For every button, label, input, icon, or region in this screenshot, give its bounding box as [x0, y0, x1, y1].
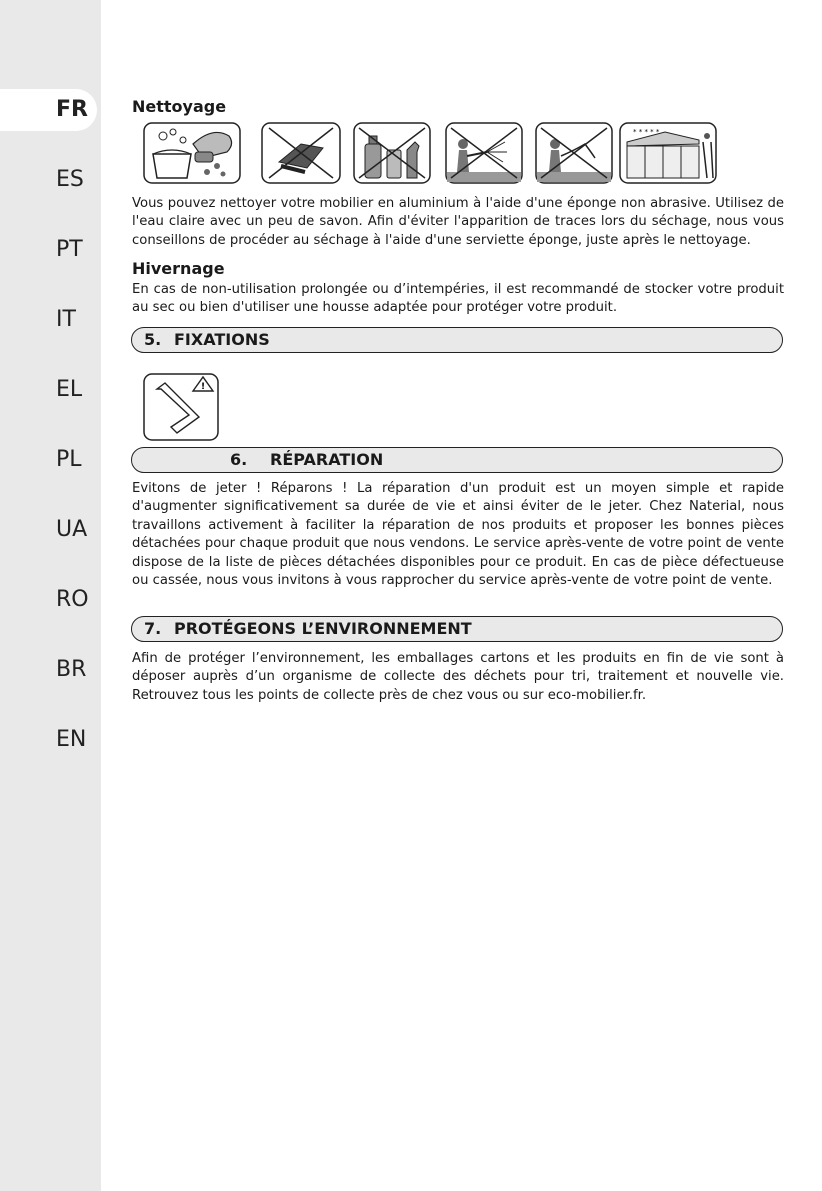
- section-6-title: RÉPARATION: [270, 450, 384, 469]
- no-garden-hose-icon: [535, 122, 613, 184]
- section-5-number: 5.: [144, 330, 162, 349]
- cleaning-title: Nettoyage: [132, 97, 227, 116]
- svg-text:!: !: [201, 382, 206, 392]
- svg-text:* * * * *: * * * * *: [633, 128, 660, 136]
- winter-text: En cas de non-utilisation prolongée ou d’intempéries, il est recommandé de stocker votre produit au sec ou bien d'utiliser une housse adaptée pour protéger votre produit.: [132, 282, 784, 316]
- environment-text: Afin de protéger l’environnement, les emballages cartons et les produits en fin de vie sont à déposer auprès d’un organisme de collecte des déchets pour tri, traitement et nouvelle vie. Retrouvez tous les points de collecte près de chez vous ou sur eco-mobilier.fr.: [132, 651, 784, 703]
- no-chemical-products-icon: [353, 122, 431, 184]
- cleaning-section: [132, 97, 784, 116]
- cleaning-icons: [143, 122, 723, 186]
- winter-section: [132, 259, 784, 318]
- washing-sponge-icon: [143, 122, 241, 184]
- lang-tab-fr[interactable]: FR: [0, 89, 97, 131]
- winter-title: Hivernage: [132, 259, 225, 278]
- section-5-title: FIXATIONS: [174, 330, 270, 349]
- no-abrasive-pad-icon: [261, 122, 341, 184]
- lang-tab-br[interactable]: BR: [56, 657, 87, 682]
- section-7-number: 7.: [144, 619, 162, 638]
- hex-key-warning-icon: [143, 373, 219, 441]
- language-sidebar: [0, 0, 101, 1191]
- gazebo-ladder-icon: [619, 122, 717, 184]
- cleaning-text: Vous pouvez nettoyer votre mobilier en aluminium à l'aide d'une éponge non abrasive. Utilisez de l'eau claire avec un peu de savon. Afin d'éviter l'apparition de traces lors du séchage, nous vous conseillons de procéder au séchage à l'aide d'une serviette éponge, juste après le nettoyage.: [132, 196, 784, 248]
- repair-text: Evitons de jeter ! Réparons ! La réparation d'un produit est un moyen simple et rapide d'augmenter significativement sa durée de vie et ainsi éviter de le jeter. Chez Naterial, nous travaillons activement à faciliter la réparation de nos produits et proposer les bonnes pièces détachées pour chaque produit que nous vendons. Le service après-vente de votre point de vente dispose de la liste de pièces détachées disponibles pour ce produit. En cas de pièce défectueuse ou cassée, nous vous invitons à vous rapprocher du service après-vente de votre point de vente.: [132, 481, 784, 589]
- section-6-banner: [131, 447, 783, 473]
- lang-tab-it[interactable]: IT: [56, 307, 76, 332]
- section-7-banner: [131, 616, 783, 642]
- lang-tab-es[interactable]: ES: [56, 167, 84, 192]
- section-5-banner: [131, 327, 783, 353]
- lang-tab-pl[interactable]: PL: [56, 447, 82, 472]
- no-pressure-washer-icon: [445, 122, 523, 184]
- environment-body: [132, 650, 784, 705]
- lang-tab-el[interactable]: EL: [56, 377, 83, 402]
- lang-tab-ro[interactable]: RO: [56, 587, 89, 612]
- section-6-number: 6.: [230, 450, 248, 469]
- repair-body: [132, 480, 784, 590]
- section-7-title: PROTÉGEONS L’ENVIRONNEMENT: [174, 619, 472, 638]
- cleaning-body: [132, 195, 784, 250]
- lang-tab-en[interactable]: EN: [56, 727, 87, 752]
- lang-tab-ua[interactable]: UA: [56, 517, 88, 542]
- lang-tab-pt[interactable]: PT: [56, 237, 83, 262]
